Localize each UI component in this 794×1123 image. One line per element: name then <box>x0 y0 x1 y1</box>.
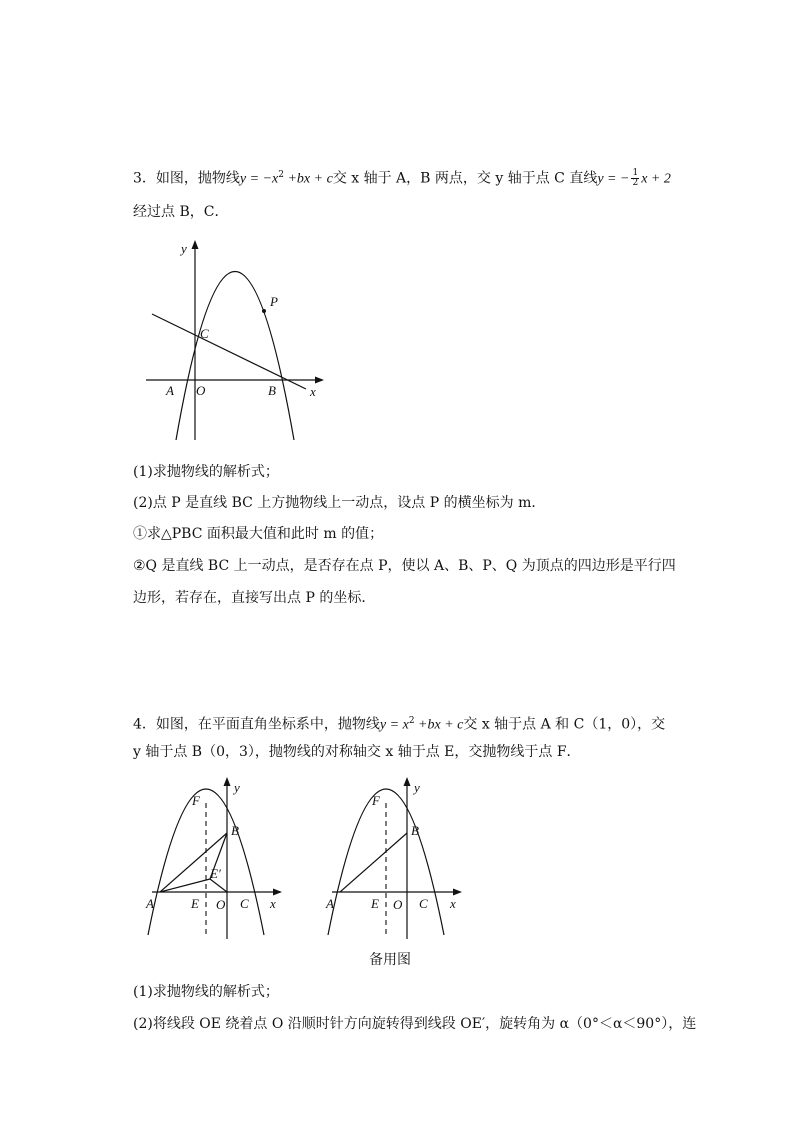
problem3-question-2-2-line1: ②Q 是直线 BC 上一动点，是否存在点 P，使以 A、B、P、Q 为顶点的四边形是平行四 <box>133 558 676 574</box>
equation-exponent: 2 <box>408 716 415 726</box>
point-label-O: O <box>216 897 226 912</box>
problem3-stem-b: 交 x 轴于 A，B 两点，交 y 轴于点 C 直线 <box>332 170 598 187</box>
problem4-figure-2 <box>320 775 470 940</box>
axis-label-y: y <box>181 241 187 256</box>
point-label-C: C <box>200 326 209 341</box>
equation-y: y <box>379 717 387 733</box>
problem4-stem-line1 <box>133 711 665 736</box>
equation-y: y <box>239 171 247 187</box>
point-label-C: C <box>240 896 249 911</box>
problem4-stem-a: 如图，在平面直角坐标系中，抛物线 <box>155 716 380 733</box>
axis-label-x: x <box>310 384 316 399</box>
point-label-E-prime: E′ <box>210 866 221 881</box>
problem4-figure-1 <box>140 775 290 940</box>
point-label-O: O <box>393 897 403 912</box>
point-label-A: A <box>326 896 334 911</box>
point-label-E: E <box>371 896 379 911</box>
problem3-question-2: (2)点 P 是直线 BC 上方抛物线上一动点，设点 P 的横坐标为 m． <box>133 495 546 511</box>
problem3-stem-line1 <box>133 165 671 190</box>
axis-label-x: x <box>270 896 276 911</box>
point-label-B: B <box>411 823 419 838</box>
problem3-question-2-2-line2: 边形，若存在，直接写出点 P 的坐标． <box>133 590 376 606</box>
axis-label-x: x <box>450 896 456 911</box>
point-label-C: C <box>419 896 428 911</box>
equation-rest: +bx + c <box>414 717 464 733</box>
point-label-P: P <box>270 294 278 309</box>
problem4-question-2: (2)将线段 OE 绕着点 O 沿顺时针方向旋转得到线段 OE′，旋转角为 α（0°＜α＜90°），连 <box>133 1016 697 1032</box>
point-label-E: E <box>191 896 199 911</box>
problem3-stem-a: 如图，抛物线 <box>155 170 240 187</box>
problem3-question-2-1: ①求△PBC 面积最大值和此时 m 的值； <box>133 526 384 542</box>
problem3-stem-line2: 经过点 B，C． <box>133 204 229 220</box>
problem4-stem-b: 交 x 轴于点 A 和 C（1，0），交 <box>463 716 666 733</box>
axis-label-y: y <box>234 780 240 795</box>
problem3-figure <box>140 238 340 448</box>
fraction-numerator: 1 <box>632 168 639 179</box>
problem-number: 3． <box>133 170 156 187</box>
problem4-stem-line2: y 轴于点 B（0，3），抛物线的对称轴交 x 轴于点 E，交抛物线于点 F． <box>133 744 581 760</box>
equation-mid: = <box>386 717 403 733</box>
axis-label-y: y <box>414 780 420 795</box>
equation-exponent: 2 <box>278 170 284 180</box>
equation-x: x <box>402 717 409 733</box>
figure-caption: 备用图 <box>369 952 411 968</box>
problem-number: 4． <box>133 716 156 733</box>
point-label-O: O <box>196 383 206 398</box>
line-equation-right: x + 2 <box>641 171 671 187</box>
point-label-A: A <box>146 896 154 911</box>
point-label-B: B <box>268 383 276 398</box>
line-equation-left: y = − <box>597 171 630 187</box>
point-label-F: F <box>192 793 200 808</box>
point-label-A: A <box>166 383 174 398</box>
fraction-denominator: 2 <box>632 178 639 189</box>
problem4-question-1: (1)求抛物线的解析式； <box>133 984 279 1000</box>
point-label-B: B <box>231 823 239 838</box>
equation-rest: +bx + c <box>283 171 333 187</box>
equation-mid: = −x <box>246 171 279 187</box>
fraction <box>631 169 639 188</box>
point-label-F: F <box>372 793 380 808</box>
problem3-question-1: (1)求抛物线的解析式； <box>133 464 279 480</box>
